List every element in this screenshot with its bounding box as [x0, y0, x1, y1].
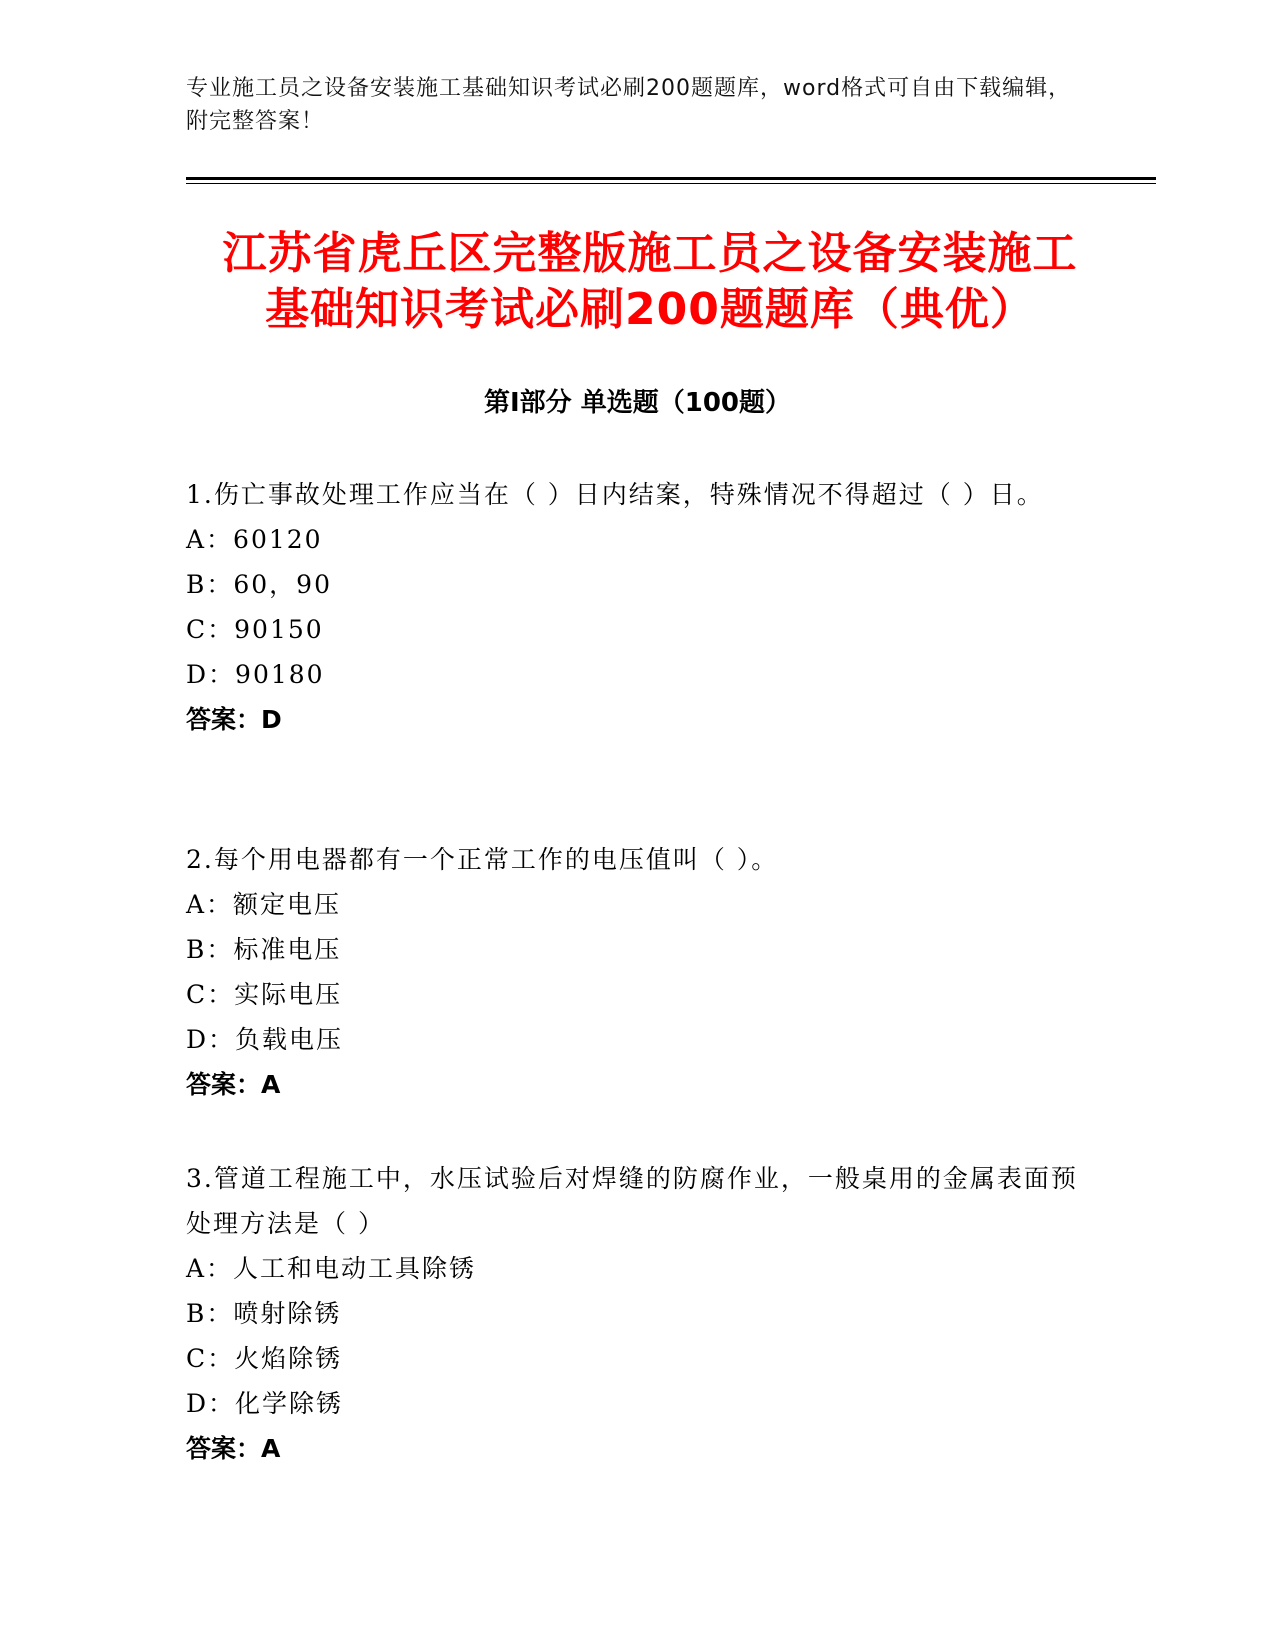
- option-b: B：60，90: [186, 570, 332, 599]
- option-a: A：人工和电动工具除锈: [186, 1254, 477, 1283]
- option-c: C：实际电压: [186, 980, 343, 1009]
- question-stem: 1.伤亡事故处理工作应当在（ ）日内结案，特殊情况不得超过（ ）日。: [186, 480, 1044, 509]
- document-title: [150, 226, 1150, 338]
- document-title-line1: 江苏省虎丘区完整版施工员之设备安装施工: [222, 228, 1078, 279]
- section-title: 第Ⅰ部分 单选题（100题）: [484, 388, 791, 418]
- question-stem: 3.管道工程施工中，水压试验后对焊缝的防腐作业，一般桌用的金属表面预处理方法是（ ）: [186, 1164, 1078, 1238]
- header-divider-thin: [186, 183, 1156, 184]
- option-d: D：负载电压: [186, 1025, 344, 1054]
- answer: 答案：D: [186, 705, 282, 734]
- option-b: B：喷射除锈: [186, 1299, 342, 1328]
- answer: 答案：A: [186, 1070, 281, 1099]
- document-title-line2: 基础知识考试必刷200题题库（典优）: [265, 284, 1035, 335]
- option-c: C：90150: [186, 615, 324, 644]
- header-divider-thick: [186, 177, 1156, 180]
- question-3: [186, 1156, 1086, 1471]
- answer: 答案：A: [186, 1434, 281, 1463]
- header-note: 专业施工员之设备安装施工基础知识考试必刷200题题库，word格式可自由下载编辑，附完整答案！: [186, 76, 1072, 134]
- option-a: A：60120: [186, 525, 323, 554]
- question-stem: 2.每个用电器都有一个正常工作的电压值叫（ ）。: [186, 845, 779, 874]
- option-d: D：化学除锈: [186, 1389, 344, 1418]
- option-b: B：标准电压: [186, 935, 342, 964]
- question-1: [186, 472, 1086, 742]
- option-d: D：90180: [186, 660, 325, 689]
- option-c: C：火焰除锈: [186, 1344, 343, 1373]
- question-2: [186, 837, 1086, 1107]
- option-a: A：额定电压: [186, 890, 342, 919]
